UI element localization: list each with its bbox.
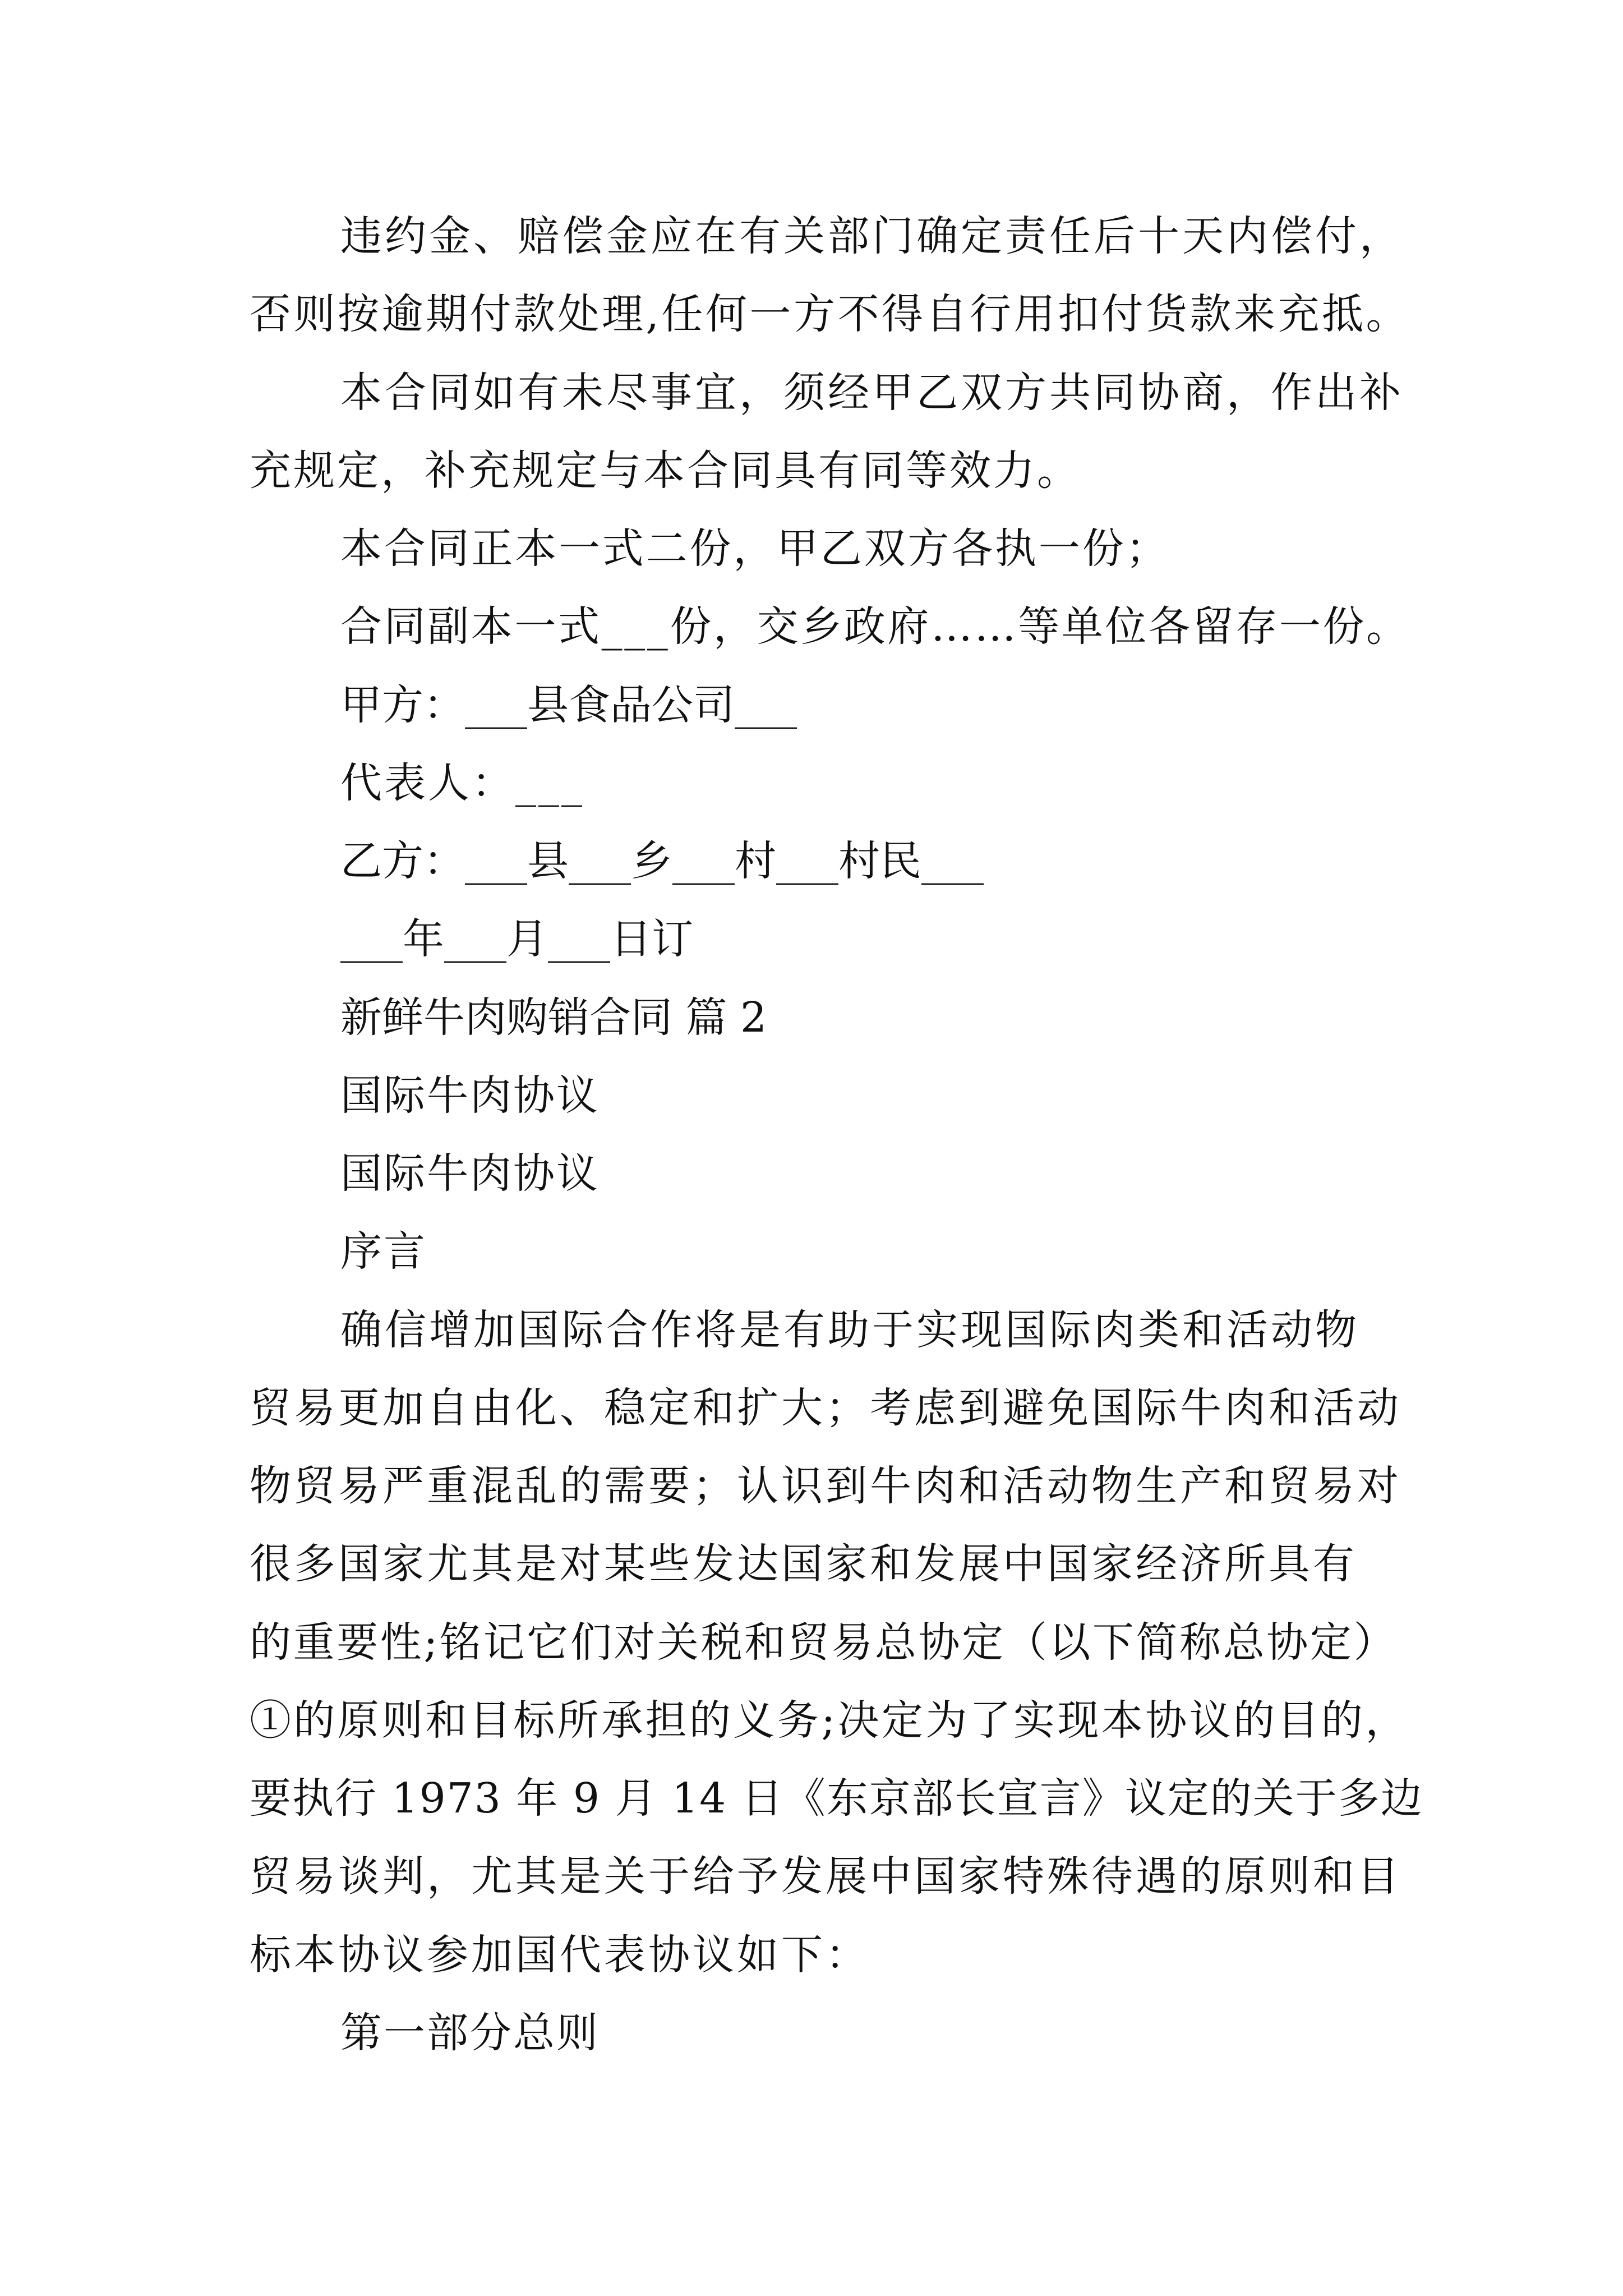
text-line: 本合同如有未尽事宜，须经甲乙双方共同协商，作出补 [340, 369, 1404, 417]
text-line: 物贸易严重混乱的需要；认识到牛肉和活动物生产和贸易对 [250, 1462, 1401, 1510]
text-line: 合同副本一式___份，交乡政府……等单位各留存一份。 [340, 602, 1410, 651]
text-line: 新鲜牛肉购销合同 篇 2 [340, 993, 767, 1042]
text-line: ①的原则和目标所承担的义务;决定为了实现本协议的目的， [250, 1696, 1409, 1745]
text-line: 贸易谈判，尤其是关于给予发展中国家特殊待遇的原则和目 [250, 1852, 1401, 1901]
text-line: 甲方：___县食品公司___ [340, 681, 797, 729]
text-line: 要执行 1973 年 9 月 14 日《东京部长宣言》议定的关于多边 [250, 1774, 1423, 1823]
text-line: 国际牛肉协议 [340, 1149, 600, 1198]
text-line: 否则按逾期付款处理,任何一方不得自行用扣付货款来充抵。 [250, 290, 1410, 338]
text-line: 国际牛肉协议 [340, 1071, 600, 1120]
text-line: 确信增加国际合作将是有助于实现国际肉类和活动物 [340, 1306, 1359, 1354]
text-line: 违约金、赔偿金应在有关部门确定责任后十天内偿付， [340, 212, 1404, 260]
text-line: 第一部分总则 [340, 2009, 600, 2057]
text-line: 贸易更加自由化、稳定和扩大；考虑到避免国际牛肉和活动 [250, 1384, 1401, 1432]
text-line: 乙方：___县___乡___村___村民___ [340, 837, 984, 885]
text-line: 很多国家尤其是对某些发达国家和发展中国家经济所具有 [250, 1540, 1357, 1588]
text-line: 标本协议参加国代表协议如下： [250, 1931, 870, 1979]
text-line: 充规定，补充规定与本合同具有同等效力。 [250, 447, 1081, 495]
text-line: 代表人：___ [340, 759, 584, 807]
text-line: 本合同正本一式二份，甲乙双方各执一份； [340, 524, 1170, 573]
text-line: 的重要性;铭记它们对关税和贸易总协定（以下简称总协定） [250, 1618, 1398, 1667]
text-line: 序言 [340, 1227, 427, 1276]
text-line: ___年___月___日订 [340, 915, 693, 963]
